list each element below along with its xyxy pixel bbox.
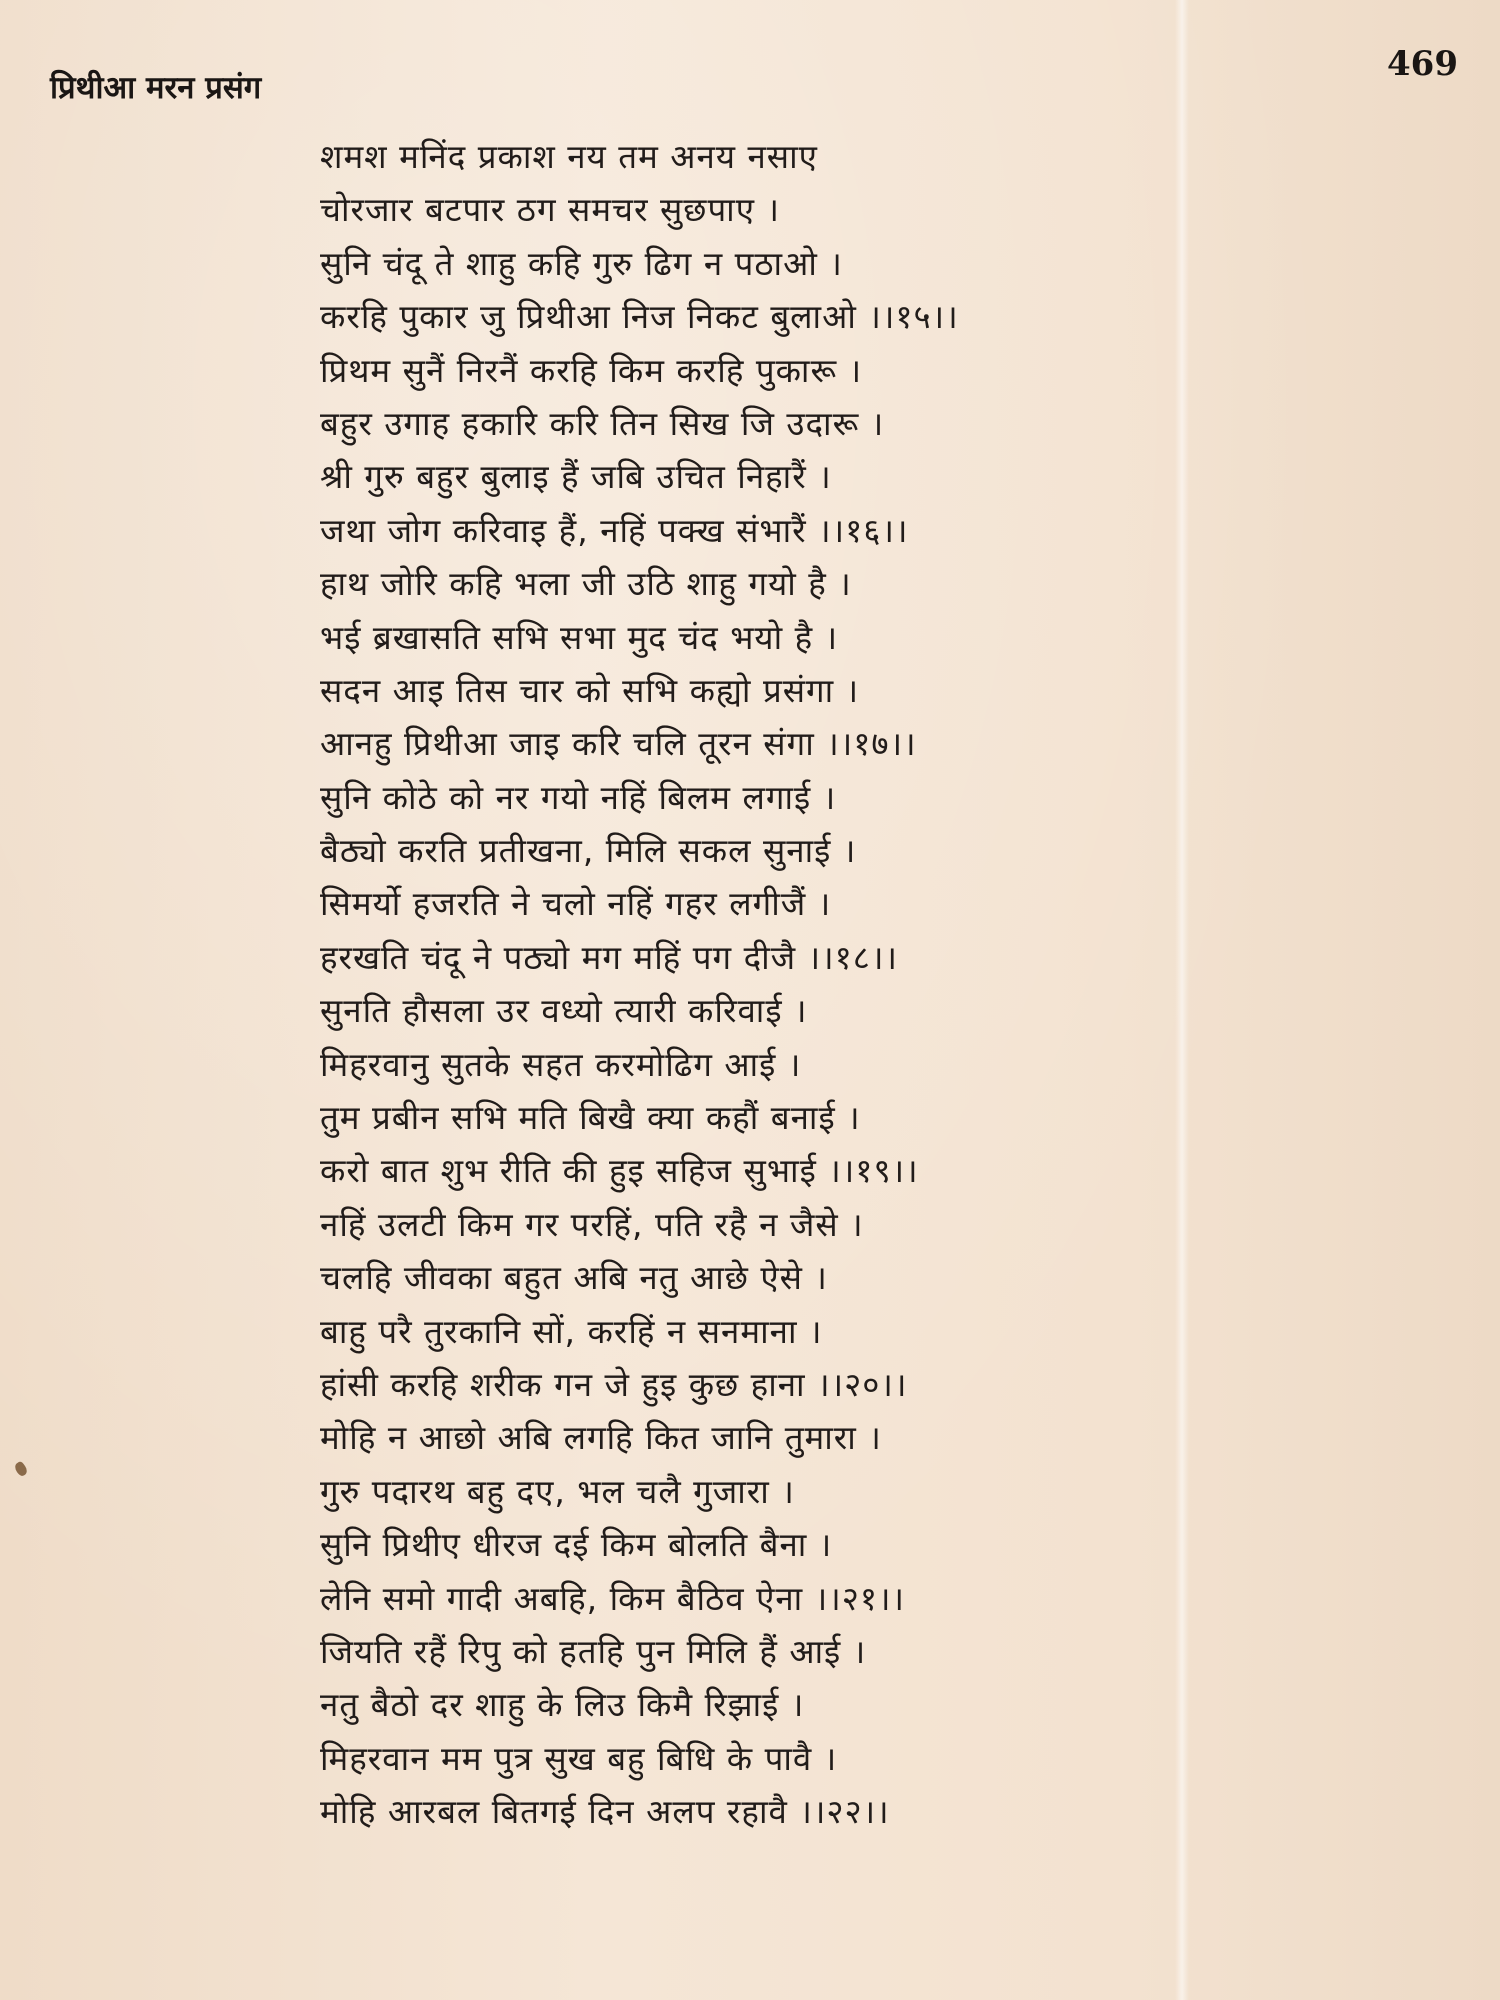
verse-line: मोहि न आछो अबि लगहि कित जानि तुमारा । xyxy=(320,1418,882,1458)
verse-line: मिहरवानु सुतके सहत करमोढिग आई । xyxy=(320,1044,802,1084)
verse-line: नतु बैठो दर शाहु के लिउ किमै रिझाई । xyxy=(320,1685,805,1725)
verse-line: बहुर उगाह हकारि करि तिन सिख जि उदारू । xyxy=(320,403,885,443)
verse-line: लेनि समो गादी अबहि, किम बैठिव ऐना ।।२१।। xyxy=(320,1578,906,1618)
verse-line: सुनि चंदू ते शाहु कहि गुरु ढिग न पठाओ । xyxy=(320,243,843,283)
verse-line: सुनि प्रिथीए धीरज दई किम बोलति बैना । xyxy=(320,1525,833,1565)
verse-line: सदन आइ तिस चार को सभि कह्यो प्रसंगा । xyxy=(320,670,860,710)
verse-line: सिमर्यो हजरति ने चलो नहिं गहर लगीजैं । xyxy=(320,884,832,924)
verse-line: बाहु परै तुरकानि सों, करहिं न सनमाना । xyxy=(320,1311,823,1351)
verse-block xyxy=(320,130,1220,1839)
verse-line: मिहरवान मम पुत्र सुख बहु बिधि के पावै । xyxy=(320,1738,838,1778)
verse-line: चलहि जीवका बहुत अबि नतु आछे ऐसे । xyxy=(320,1258,828,1298)
page-number: 469 xyxy=(1387,44,1458,84)
verse-line: गुरु पदारथ बहु दए, भल चलै गुजारा । xyxy=(320,1471,795,1511)
verse-line: तुम प्रबीन सभि मति बिखै क्या कहौं बनाई । xyxy=(320,1098,861,1138)
verse-line: शमश मनिंद प्रकाश नय तम अनय नसाए xyxy=(320,137,818,176)
verse-line: करहि पुकार जु प्रिथीआ निज निकट बुलाओ ।।१५।। xyxy=(320,297,959,337)
verse-line: मोहि आरबल बितगई दिन अलप रहावै ।।२२।। xyxy=(320,1792,890,1832)
verse-line: चोरजार बटपार ठग समचर सुछपाए । xyxy=(320,190,780,230)
verse-line: हरखति चंदू ने पठ्यो मग महिं पग दीजै ।।१८।। xyxy=(320,937,898,977)
verse-line: जियति रहैं रिपु को हतहि पुन मिलि हैं आई । xyxy=(320,1631,867,1671)
verse-line: प्रिथम सुनैं निरनैं करहि किम करहि पुकारू । xyxy=(320,350,863,390)
verse-line: नहिं उलटी किम गर परहिं, पति रहै न जैसे । xyxy=(320,1204,864,1244)
verse-line: सुनि कोठे को नर गयो नहिं बिलम लगाई । xyxy=(320,777,837,817)
running-header-title: प्रिथीआ मरन प्रसंग xyxy=(50,70,262,106)
verse-line: हाथ जोरि कहि भला जी उठि शाहु गयो है । xyxy=(320,564,852,604)
verse-line: हांसी करहि शरीक गन जे हुइ कुछ हाना ।।२०।। xyxy=(320,1364,908,1404)
verse-line: करो बात शुभ रीति की हुइ सहिज सुभाई ।।१९।। xyxy=(320,1151,919,1191)
verse-line: जथा जोग करिवाइ हैं, नहिं पक्ख संभारैं ।।१६।। xyxy=(320,510,909,550)
paper-speck xyxy=(13,1460,29,1477)
verse-line: आनहु प्रिथीआ जाइ करि चलि तूरन संगा ।।१७।। xyxy=(320,724,917,764)
verse-line: बैठ्यो करति प्रतीखना, मिलि सकल सुनाई । xyxy=(320,831,857,871)
verse-line: भई ब्रखासति सभि सभा मुद चंद भयो है । xyxy=(320,617,839,657)
verse-line: श्री गुरु बहुर बुलाइ हैं जबि उचित निहारैं । xyxy=(320,457,832,497)
verse-line: सुनति हौसला उर वध्यो त्यारी करिवाई । xyxy=(320,991,808,1031)
